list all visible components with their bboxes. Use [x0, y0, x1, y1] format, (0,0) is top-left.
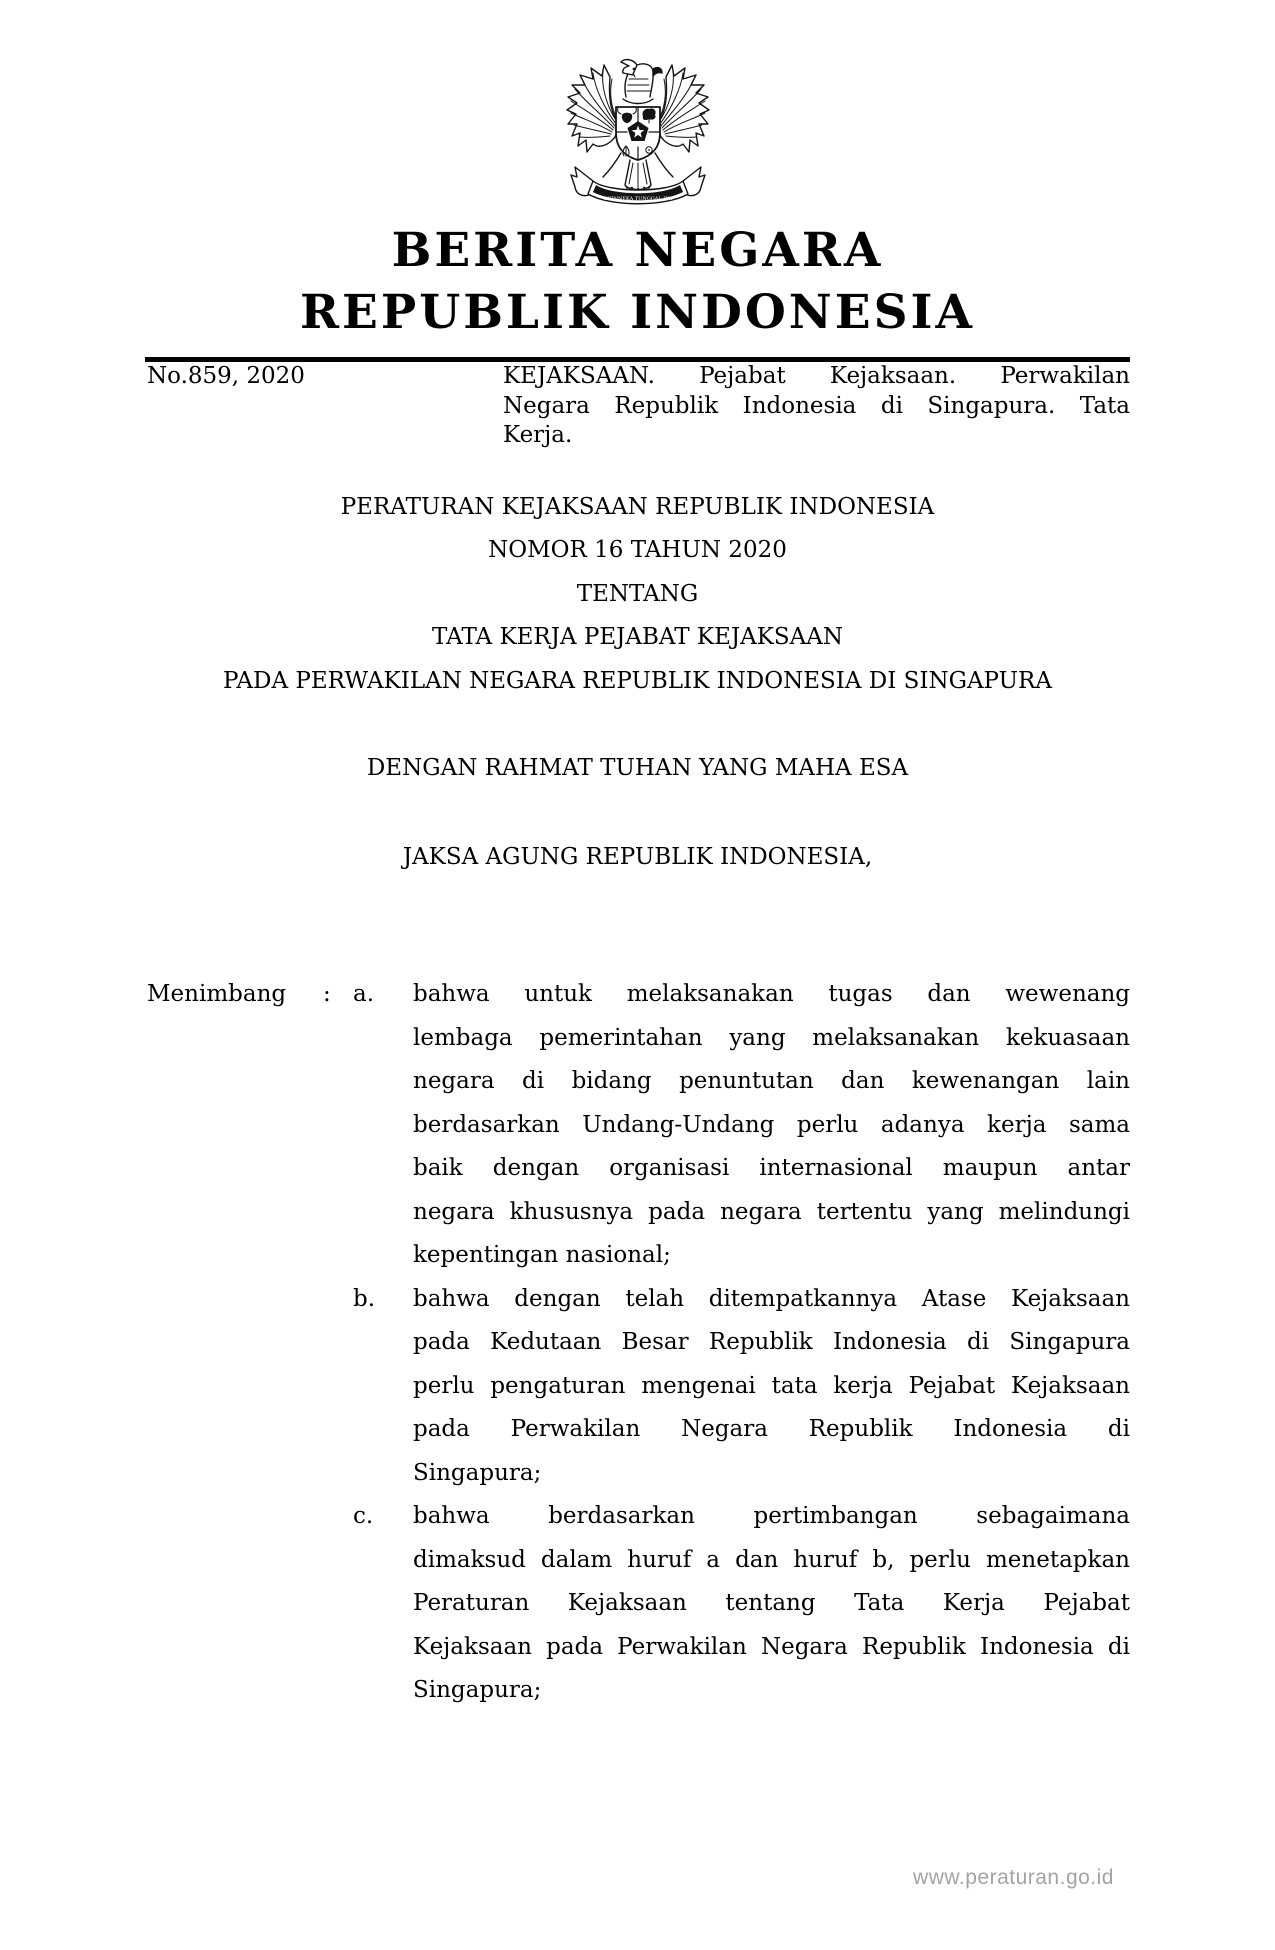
consideration-item-c: [145, 1495, 1130, 1713]
emblem-motto-text: BHINNEKA TUNGGAL IKA: [603, 196, 672, 202]
masthead-title-line1: BERITA NEGARA: [391, 223, 884, 278]
regulation-about-label: TENTANG: [576, 580, 699, 607]
regulation-title-block: [145, 486, 1130, 704]
gazette-number: No.859, 2020: [147, 363, 305, 389]
consideration-text-c: [413, 1495, 1130, 1713]
text-line: kepentingan nasional;: [413, 1242, 671, 1268]
text-line: lembaga pemerintahan yang melaksanakan kekuasaan: [413, 1024, 1130, 1051]
gazette-masthead-title: [0, 220, 1275, 344]
regulation-number-line: NOMOR 16 TAHUN 2020: [488, 537, 787, 563]
gazette-subject: [503, 362, 1130, 451]
text-line: baik dengan organisasi internasional maupun antar: [413, 1155, 1130, 1181]
regulation-subject-line2: PADA PERWAKILAN NEGARA REPUBLIK INDONESIA DI SINGAPURA: [223, 667, 1052, 694]
consideration-marker-a: a.: [353, 981, 375, 1007]
considerations-label-spacer: [145, 1495, 323, 1713]
regulation-subject-line1: TATA KERJA PEJABAT KEJAKSAAN: [432, 624, 843, 650]
text-line: perlu pengaturan mengenai tata kerja Pejabat Kejaksaan: [413, 1372, 1130, 1399]
invocation-line: DENGAN RAHMAT TUHAN YANG MAHA ESA: [366, 755, 909, 781]
text-line: negara di bidang penuntutan dan kewenangan lain: [413, 1068, 1130, 1094]
consideration-text-b: [413, 1278, 1130, 1496]
gazette-info-row: [145, 362, 1130, 451]
text-line: dimaksud dalam huruf a dan huruf b, perlu menetapkan: [413, 1546, 1130, 1573]
text-line: pada Perwakilan Negara Republik Indonesia di: [413, 1416, 1130, 1442]
considerations-colon-spacer: [323, 1495, 353, 1713]
text-line: Singapura;: [413, 1677, 542, 1703]
consideration-item-a: [145, 973, 1130, 1278]
text-line: pada Kedutaan Besar Republik Indonesia di Singapura: [413, 1329, 1130, 1355]
considerations-colon: :: [323, 981, 331, 1007]
text-line: Negara Republik Indonesia di Singapura. Tata: [503, 392, 1130, 419]
text-line: Peraturan Kejaksaan tentang Tata Kerja Pejabat: [413, 1590, 1130, 1616]
garuda-pancasila-emblem: [0, 0, 1275, 216]
text-line: bahwa berdasarkan pertimbangan sebagaimana: [413, 1503, 1130, 1529]
considerations-colon-spacer: [323, 1278, 353, 1496]
consideration-marker-b: b.: [353, 1285, 376, 1312]
consideration-item-b: [145, 1278, 1130, 1496]
considerations-section: [145, 973, 1130, 1713]
text-line: bahwa dengan telah ditempatkannya Atase Kejaksaan: [413, 1285, 1130, 1312]
regulation-title-line: PERATURAN KEJAKSAAN REPUBLIK INDONESIA: [340, 493, 935, 520]
text-line: Singapura;: [413, 1459, 542, 1486]
document-content: [145, 357, 1130, 1713]
text-line: negara khususnya pada negara tertentu yang melindungi: [413, 1198, 1130, 1225]
issuing-authority-line: JAKSA AGUNG REPUBLIK INDONESIA,: [402, 843, 873, 870]
text-line: Kerja.: [503, 422, 573, 448]
masthead-title-line2: REPUBLIK INDONESIA: [299, 285, 975, 340]
consideration-text-a: [413, 973, 1130, 1278]
considerations-label-spacer: [145, 1278, 323, 1496]
masthead: [0, 0, 1275, 344]
text-line: bahwa untuk melaksanakan tugas dan wewenang: [413, 981, 1130, 1007]
garuda-emblem-svg: [563, 57, 713, 212]
text-line: KEJAKSAAN. Pejabat Kejaksaan. Perwakilan: [503, 363, 1130, 389]
consideration-marker-c: c.: [353, 1503, 374, 1529]
considerations-label: Menimbang: [147, 981, 287, 1007]
watermark-url: www.peraturan.go.id: [913, 1866, 1114, 1889]
text-line: Kejaksaan pada Perwakilan Negara Republik Indonesia di: [413, 1633, 1130, 1660]
text-line: berdasarkan Undang-Undang perlu adanya kerja sama: [413, 1111, 1130, 1138]
